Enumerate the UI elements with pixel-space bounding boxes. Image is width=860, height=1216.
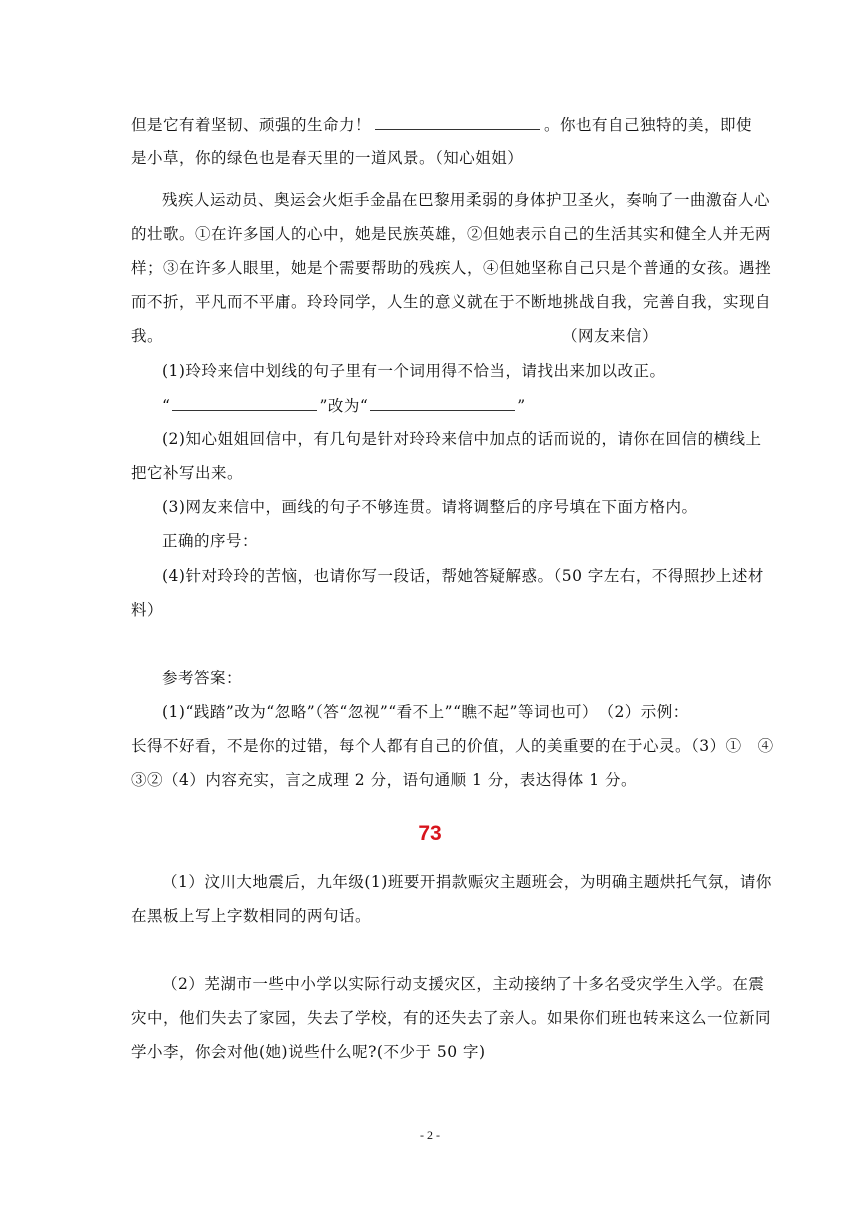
answers-line-1: (1)“践踏”改为“忽略”（答“忽视”“看不上”“瞧不起”等词也可） （2）示例： [162,703,689,721]
netizen-line-4: 而不折，平凡而不平庸。玲玲同学，人生的意义就在于不断地挑战自我，完善自我，实现自 [131,293,772,311]
question-3: (3)网友来信中，画线的句子不够连贯。请将调整后的序号填在下面方格内。 [162,498,698,516]
netizen-line-1: 残疾人运动员、奥运会火炬手金晶在巴黎用柔弱的身体护卫圣火，奏响了一曲激奋人心 [162,191,771,209]
fill-blank-line [172,395,317,411]
text-fragment: “ [162,397,171,415]
netizen-line-3: 样；③在许多人眼里，她是个需要帮助的残疾人，④但她坚称自己只是个普通的女孩。遇挫 [131,259,772,277]
netizen-signature: （网友来信） [562,327,659,345]
answers-label: 参考答案： [162,669,243,687]
top-line-2: 是小草，你的绿色也是春天里的一道风景。（知心姐姐） [131,149,524,167]
section73-question-1-line-2: 在黑板上写上字数相同的两句话。 [131,907,372,925]
section73-question-1-line-1: （1）汶川大地震后，九年级(1)班要开捐款赈灾主题班会，为明确主题烘托气氛，请你 [162,873,772,891]
fill-blank-line [375,114,540,130]
section73-question-2-line-1: （2）芜湖市一些中小学以实际行动支援灾区，主动接纳了十多名受灾学生入学。在震 [162,975,765,993]
text-fragment: 。你也有自己独特的美，即使 [544,116,753,134]
answers-line-2: 长得不好看，不是你的过错，每个人都有自己的价值，人的美重要的在于心灵。（3）① ④ [131,737,774,755]
text-fragment: ”改为“ [319,397,369,415]
question-4-line-2: 料） [131,601,164,619]
top-line-1 [131,114,752,135]
answers-line-3: ③②（4）内容充实，言之成理 2 分，语句通顺 1 分，表达得体 1 分。 [131,771,638,789]
text-fragment: 但是它有着坚韧、顽强的生命力！ [131,116,372,134]
question-2-line-2: 把它补写出来。 [131,464,244,482]
page-footer: - 2 - [420,1128,440,1142]
text-fragment: ” [517,397,526,415]
question-2-line-1: (2)知心姐姐回信中，有几句是针对玲玲来信中加点的话而说的，请你在回信的横线上 [162,430,762,448]
section73-question-2-line-2: 灾中，他们失去了家园，失去了学校，有的还失去了亲人。如果你们班也转来这么一位新同 [131,1009,772,1027]
fill-blank-line [370,395,515,411]
netizen-line-2: 的壮歌。①在许多国人的心中，她是民族英雄，②但她表示自己的生活其实和健全人并无两 [131,225,772,243]
question-1: (1)玲玲来信中划线的句子里有一个词用得不恰当，请找出来加以改正。 [162,362,666,380]
question-4-line-1: (4)针对玲玲的苦恼，也请你写一段话，帮她答疑解惑。（50 字左右，不得照抄上述材 [162,567,764,585]
section73-question-2-line-3: 学小李，你会对他(她)说些什么呢?(不少于 50 字) [131,1043,486,1061]
question-1-answer-blanks [162,395,526,416]
question-3-answer-label: 正确的序号： [162,532,259,550]
netizen-line-5: 我。 [131,327,164,345]
section-number: 73 [418,822,442,845]
